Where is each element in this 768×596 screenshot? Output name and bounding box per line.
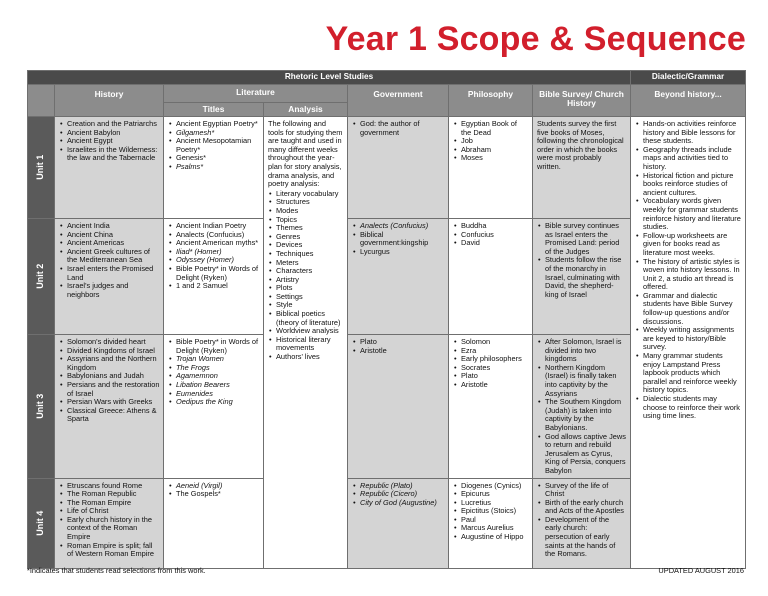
list-item: • Republic (Plato) [352,482,445,491]
list-item: • Biblical poetics (theory of literature) [268,310,344,327]
bible-survey-header: Bible Survey/ Church History [533,85,631,117]
list-item: • Ancient Mesopotamian Poetry* [168,137,260,154]
list-item: • Gilgamesh* [168,129,260,138]
list-item: • Follow-up worksheets are given for books read as literature most weeks. [635,232,742,258]
list-item: • Birth of the early church and Acts of the Apostles [537,499,627,516]
unit-3-bible [533,335,631,479]
unit-2-label: Unit 2 [28,219,55,335]
list-item: • Solomon's divided heart [59,338,160,347]
list-item: • Literary vocabulary [268,190,344,199]
list-item: • Odyssey (Homer) [168,256,260,265]
list-item: • After Solomon, Israel is divided into two kingdoms [537,338,627,364]
list-item: • Ancient Egyptian Poetry* [168,120,260,129]
list-item: • Aristotle [352,347,445,356]
list-item: • Marcus Aurelius [453,524,529,533]
list-item: • The Roman Republic [59,490,160,499]
analysis-cell [264,117,348,569]
list-item: • Persians and the restoration of Israel [59,381,160,398]
list-item: • Many grammar students enjoy Lampstand Press lapbook products which parallel and reinforce weekly history topics. [635,352,742,395]
list-item: • Bible Poetry* in Words of Delight (Ryken) [168,265,260,282]
list-item: • Socrates [453,364,529,373]
list-item: • Techniques [268,250,344,259]
unit-1-history [55,117,164,219]
list-item: • Agamemnon [168,372,260,381]
list-item: • Persian Wars with Greeks [59,398,160,407]
list-item: • Augustine of Hippo [453,533,529,542]
philosophy-header: Philosophy [449,85,533,117]
list-item: • Etruscans found Rome [59,482,160,491]
list-item: • Meters [268,259,344,268]
page-title: Year 1 Scope & Sequence [325,20,746,58]
list-item: • Vocabulary words given weekly for grammar students reinforce history and literature studies. [635,197,742,231]
list-item: • Genres [268,233,344,242]
list-item: • Paul [453,516,529,525]
list-item: • Abraham [453,146,529,155]
list-item: • Assyrians and the Northern Kingdom [59,355,160,372]
list-item: • Geography threads include maps and activities tied to history. [635,146,742,172]
literature-header: Literature [164,85,348,103]
list-item: • The history of artistic styles is woven into history lessons. In Unit 2, a studio art thread is offered. [635,258,742,292]
list-item: • Aeneid (Virgil) [168,482,260,491]
unit-3-philosophy [449,335,533,479]
list-item: • Bible survey continues as Israel enters the Promised Land: period of the Judges [537,222,627,256]
list-item: • Analects (Confucius) [352,222,445,231]
history-header: History [55,85,164,117]
list-item: • Grammar and dialectic students have Bible Survey follow-up questions and/or discussions. [635,292,742,326]
list-item: • Students follow the rise of the monarchy in Israel, culminating with David, the shepherd-king of Israel [537,256,627,299]
list-item: • Ancient American myths* [168,239,260,248]
list-item: • Bible Poetry* in Words of Delight (Ryken) [168,338,260,355]
list-item: • Life of Christ [59,507,160,516]
analysis-intro: The following and tools for studying them are taught and used in many different weeks throughout the year-plan for story analysis, drama analysis, and poetry analysis: [268,119,343,189]
list-item: • 1 and 2 Samuel [168,282,260,291]
list-item: • Eumenides [168,390,260,399]
list-item: • Themes [268,224,344,233]
unit-2-history [55,219,164,335]
list-item: • Ancient Egypt [59,137,160,146]
list-item: • Style [268,301,344,310]
list-item: • Plots [268,284,344,293]
list-item: • Settings [268,293,344,302]
unit-2-government [348,219,449,335]
government-header: Government [348,85,449,117]
list-item: • Diogenes (Cynics) [453,482,529,491]
beyond-history-header: Beyond history... [631,85,746,117]
list-item: • Historical fiction and picture books reinforce studies of ancient cultures. [635,172,742,198]
unit-4-bible [533,478,631,568]
list-item: • Historical literary movements [268,336,344,353]
list-item: • Egyptian Book of the Dead [453,120,529,137]
scope-sequence-table [27,70,746,569]
list-item: • Ancient Babylon [59,129,160,138]
list-item: • Ancient Greek cultures of the Mediterranean Sea [59,248,160,265]
unit-2-titles [164,219,264,335]
unit-4-history [55,478,164,568]
unit-1-government [348,117,449,219]
list-item: • Libation Bearers [168,381,260,390]
list-item: • Trojan Women [168,355,260,364]
unit-1-philosophy [449,117,533,219]
analysis-header: Analysis [264,103,348,117]
unit-3-government [348,335,449,479]
list-item: • Aristotle [453,381,529,390]
list-item: • Characters [268,267,344,276]
unit-2-bible [533,219,631,335]
list-item: • God: the author of government [352,120,445,137]
list-item: • Israel enters the Promised Land [59,265,160,282]
list-item: • Ancient India [59,222,160,231]
list-item: • David [453,239,529,248]
list-item: • Israel's judges and neighbors [59,282,160,299]
list-item: • Worldview analysis [268,327,344,336]
list-item: • Solomon [453,338,529,347]
list-item: • Artistry [268,276,344,285]
list-item: • Development of the early church: persecution of early saints at the hands of the Romans. [537,516,627,559]
list-item: • Authors' lives [268,353,344,362]
list-item: • Early church history in the context of the Roman Empire [59,516,160,542]
list-item: • Iliad* (Homer) [168,248,260,257]
list-item: • Epicurus [453,490,529,499]
list-item: • Devices [268,241,344,250]
beyond-history-cell [631,117,746,569]
list-item: • Buddha [453,222,529,231]
list-item: • Topics [268,216,344,225]
list-item: • Weekly writing assignments are keyed to history/Bible survey. [635,326,742,352]
list-item: • God allows captive Jews to return and rebuild Jerusalem as Cyrus, King of Persia, conquers Babylon [537,433,627,476]
list-item: • Ezra [453,347,529,356]
list-item: • Classical Greece: Athens & Sparta [59,407,160,424]
footnote: *Indicates that students read selections from this work. [27,566,206,575]
unit-1-bible-text: Students survey the first five books of Moses, following the chronological order in which the books were most probably written. [537,119,624,171]
list-item: • Babylonians and Judah [59,372,160,381]
list-item: • Ancient China [59,231,160,240]
dialectic-header: Dialectic/Grammar [631,71,746,85]
unit-2-philosophy [449,219,533,335]
list-item: • Job [453,137,529,146]
list-item: • Divided Kingdoms of Israel [59,347,160,356]
list-item: • Lucretius [453,499,529,508]
unit-4-philosophy [449,478,533,568]
updated-date: UPDATED AUGUST 2016 [658,566,744,575]
unit-1-bible [533,117,631,219]
list-item: • Early philosophers [453,355,529,364]
list-item: • Creation and the Patriarchs [59,120,160,129]
unit-1-label: Unit 1 [28,117,55,219]
titles-header: Titles [164,103,264,117]
list-item: • The Southern Kingdom (Judah) is taken into captivity by the Babylonians. [537,398,627,432]
list-item: • Plato [352,338,445,347]
list-item: • Confucius [453,231,529,240]
analysis-list [264,190,347,364]
unit-4-titles [164,478,264,568]
list-item: • Psalms* [168,163,260,172]
list-item: • The Gospels* [168,490,260,499]
unit-4-label: Unit 4 [28,478,55,568]
list-item: • Epictitus (Stoics) [453,507,529,516]
list-item: • Analects (Confucius) [168,231,260,240]
unit-1-titles [164,117,264,219]
list-item: • Roman Empire is split; fall of Western Roman Empire [59,542,160,559]
list-item: • Israelites in the Wilderness: the law and the Tabernacle [59,146,160,163]
list-item: • Moses [453,154,529,163]
list-item: • Genesis* [168,154,260,163]
list-item: • Ancient Indian Poetry [168,222,260,231]
list-item: • City of God (Augustine) [352,499,445,508]
unit-3-titles [164,335,264,479]
list-item: • Dialectic students may choose to reinforce their work using time lines. [635,395,742,421]
rhetoric-header: Rhetoric Level Studies [28,71,631,85]
list-item: • Survey of the life of Christ [537,482,627,499]
list-item: • The Frogs [168,364,260,373]
unit-4-government [348,478,449,568]
unit-3-label: Unit 3 [28,335,55,479]
list-item: • Plato [453,372,529,381]
list-item: • Northern Kingdom (Israel) is finally taken into captivity by the Assyrians [537,364,627,398]
list-item: • Hands-on activities reinforce history and Bible lessons for these students. [635,120,742,146]
list-item: • Biblical government:kingship [352,231,445,248]
list-item: • Structures [268,198,344,207]
list-item: • Ancient Americas [59,239,160,248]
corner-cell [28,85,55,117]
list-item: • Modes [268,207,344,216]
list-item: • Lycurgus [352,248,445,257]
list-item: • Oedipus the King [168,398,260,407]
list-item: • The Roman Empire [59,499,160,508]
list-item: • Republic (Cicero) [352,490,445,499]
unit-3-history [55,335,164,479]
